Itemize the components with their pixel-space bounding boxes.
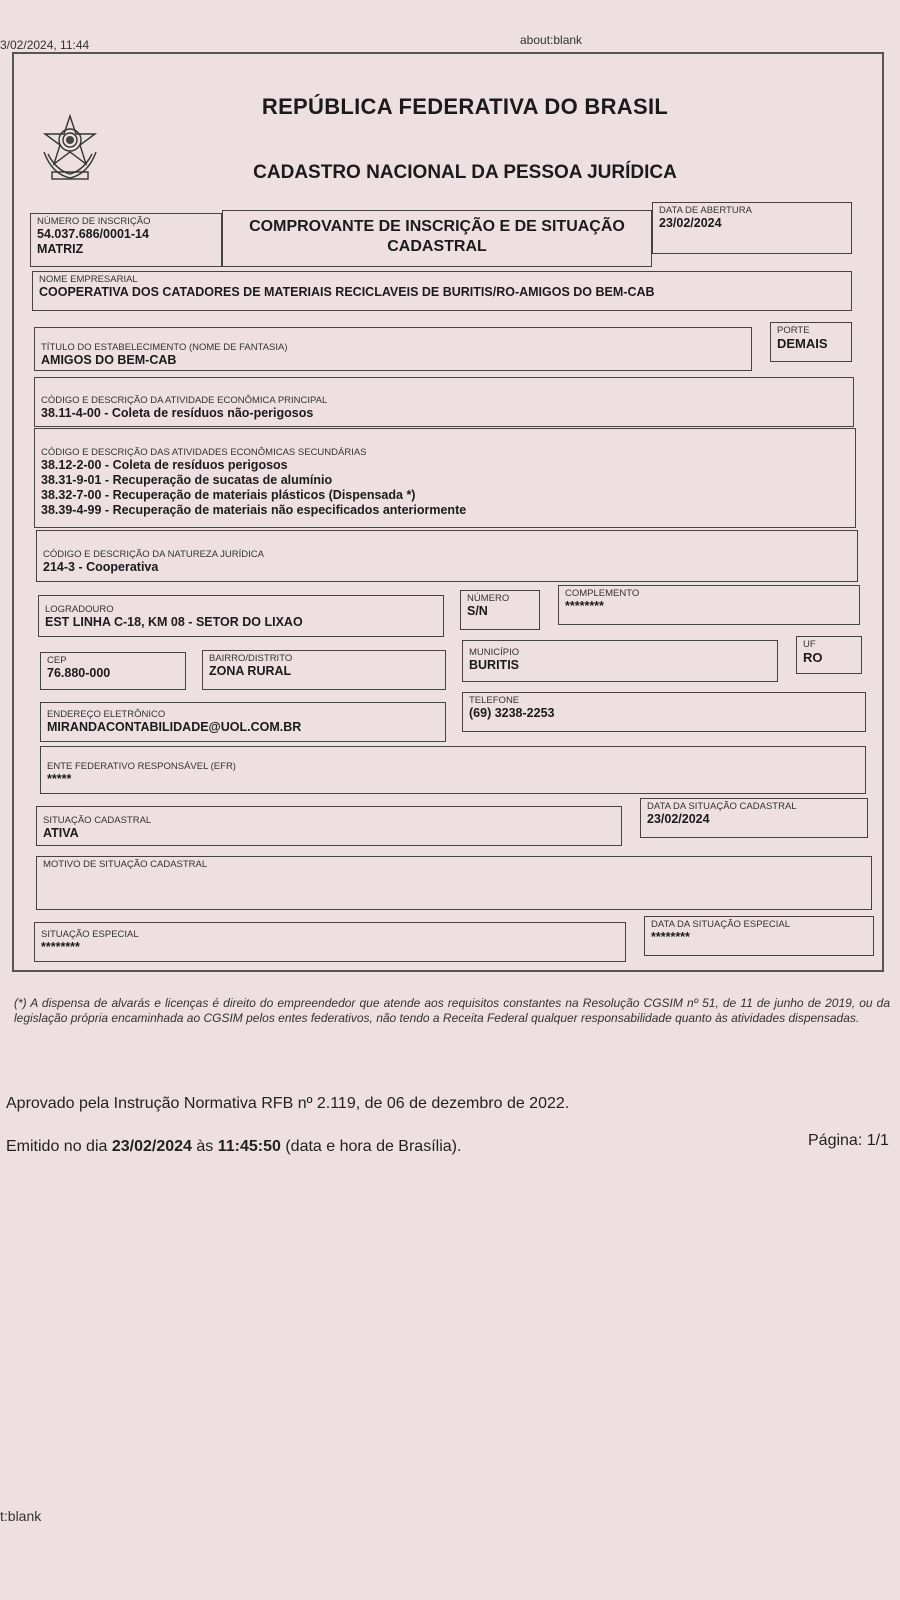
emission-text (6, 1138, 461, 1156)
situacao-cadastral-field (36, 806, 622, 846)
approval-text: Aprovado pela Instrução Normativa RFB nº 2.119, de 06 de dezembro de 2022. (6, 1095, 570, 1112)
situacao-cadastral-value: ATIVA (43, 826, 79, 840)
nome-empresarial-field (32, 271, 852, 311)
document-title: REPÚBLICA FEDERATIVA DO BRASIL (261, 94, 669, 119)
abertura-value: 23/02/2024 (659, 216, 722, 230)
natureza-juridica-field (36, 530, 858, 582)
atividade-principal-field (34, 377, 854, 427)
logradouro-value: EST LINHA C-18, KM 08 - SETOR DO LIXAO (45, 615, 303, 629)
atividade-secundaria-item: 38.32-7-00 - Recuperação de materiais plásticos (Dispensada *) (41, 488, 416, 502)
emission-prefix: Emitido no dia (6, 1138, 112, 1155)
bairro-field (202, 650, 446, 690)
motivo-situacao-field (36, 856, 872, 910)
municipio-label: MUNICÍPIO (469, 647, 520, 658)
email-value: MIRANDACONTABILIDADE@UOL.COM.BR (47, 720, 302, 734)
telefone-field (462, 692, 866, 732)
numero-field (460, 590, 540, 630)
nome-empresarial-label: NOME EMPRESARIAL (39, 274, 138, 285)
efr-value: ***** (47, 772, 72, 786)
uf-label: UF (803, 639, 816, 650)
atividade-secundaria-item: 38.12-2-00 - Coleta de resíduos perigosos (41, 458, 288, 472)
complemento-value: ******** (565, 599, 604, 613)
cep-label: CEP (47, 655, 67, 666)
print-url: about:blank (520, 33, 583, 47)
natureza-juridica-label: CÓDIGO E DESCRIÇÃO DA NATUREZA JURÍDICA (43, 549, 264, 560)
email-field (40, 702, 446, 742)
data-situacao-especial-field (644, 916, 874, 956)
footnote: (*) A dispensa de alvarás e licenças é direito do empreendedor que atende aos requisitos constantes na Resolução CGSIM nº 51, de 11 de junho de 2019, ou da legislação própria encaminhada ao CGSIM pelos entes federativos, não tendo a Receita Federal qualquer responsabilidade quanto às atividades dispensadas. (14, 996, 890, 1025)
porte-field (770, 322, 852, 362)
data-situacao-value: 23/02/2024 (647, 812, 710, 826)
motivo-situacao-label: MOTIVO DE SITUAÇÃO CADASTRAL (43, 859, 208, 870)
abertura-field (652, 202, 852, 254)
atividade-principal-value: 38.11-4-00 - Coleta de resíduos não-perigosos (41, 406, 314, 420)
efr-field (40, 746, 866, 794)
nome-empresarial-value: COOPERATIVA DOS CATADORES DE MATERIAIS RECICLAVEIS DE BURITIS/RO-AMIGOS DO BEM-CAB (39, 285, 655, 299)
inscricao-field (30, 213, 222, 267)
situacao-especial-field (34, 922, 626, 962)
telefone-label: TELEFONE (469, 695, 520, 706)
uf-field (796, 636, 862, 674)
porte-value: DEMAIS (777, 336, 828, 351)
fantasia-value: AMIGOS DO BEM-CAB (41, 353, 177, 367)
efr-label: ENTE FEDERATIVO RESPONSÁVEL (EFR) (47, 761, 236, 772)
municipio-value: BURITIS (469, 658, 519, 672)
abertura-label: DATA DE ABERTURA (659, 205, 752, 216)
emission-date: 23/02/2024 (111, 1138, 192, 1155)
porte-label: PORTE (777, 325, 810, 336)
atividade-secundaria-item: 38.39-4-99 - Recuperação de materiais não especificados anteriormente (41, 503, 467, 517)
footer-url: t:blank (0, 1508, 42, 1524)
natureza-juridica-value: 214-3 - Cooperativa (43, 560, 159, 574)
page-number: Página: 1/1 (808, 1132, 889, 1149)
data-situacao-especial-value: ******** (651, 930, 690, 944)
situacao-especial-label: SITUAÇÃO ESPECIAL (41, 929, 139, 940)
bairro-label: BAIRRO/DISTRITO (209, 653, 293, 664)
document-subtitle: CADASTRO NACIONAL DA PESSOA JURÍDICA (253, 162, 677, 183)
cep-field (40, 652, 186, 690)
inscricao-type: MATRIZ (37, 242, 84, 256)
fantasia-label: TÍTULO DO ESTABELECIMENTO (NOME DE FANTASIA) (41, 342, 288, 353)
data-situacao-especial-label: DATA DA SITUAÇÃO ESPECIAL (651, 919, 791, 930)
comprovante-title-line1: COMPROVANTE DE INSCRIÇÃO E DE SITUAÇÃO (249, 218, 625, 235)
comprovante-title-box (222, 210, 652, 267)
comprovante-title-line2: CADASTRAL (387, 238, 487, 255)
atividade-secundaria-item: 38.31-9-01 - Recuperação de sucatas de alumínio (41, 473, 333, 487)
numero-value: S/N (467, 604, 488, 618)
print-datetime: 3/02/2024, 11:44 (0, 38, 90, 52)
emission-suffix: (data e hora de Brasília). (280, 1138, 462, 1155)
fantasia-field (34, 327, 752, 371)
email-label: ENDEREÇO ELETRÔNICO (47, 709, 166, 720)
uf-value: RO (803, 650, 823, 665)
municipio-field (462, 640, 778, 682)
telefone-value: (69) 3238-2253 (469, 706, 555, 720)
logradouro-field (38, 595, 444, 637)
logradouro-label: LOGRADOURO (45, 604, 114, 615)
complemento-field (558, 585, 860, 625)
complemento-label: COMPLEMENTO (565, 588, 640, 599)
data-situacao-label: DATA DA SITUAÇÃO CADASTRAL (647, 801, 797, 812)
data-situacao-field (640, 798, 868, 838)
atividades-secundarias-label: CÓDIGO E DESCRIÇÃO DAS ATIVIDADES ECONÔMICAS SECUNDÁRIAS (41, 447, 367, 458)
inscricao-label: NÚMERO DE INSCRIÇÃO (37, 216, 151, 227)
atividade-principal-label: CÓDIGO E DESCRIÇÃO DA ATIVIDADE ECONÔMICA PRINCIPAL (41, 395, 328, 406)
emission-mid: às (191, 1138, 218, 1155)
situacao-especial-value: ******** (41, 940, 80, 954)
situacao-cadastral-label: SITUAÇÃO CADASTRAL (43, 815, 152, 826)
inscricao-number: 54.037.686/0001-14 (37, 227, 149, 241)
emission-time: 11:45:50 (217, 1138, 281, 1155)
bairro-value: ZONA RURAL (209, 664, 292, 678)
cep-value: 76.880-000 (47, 666, 111, 680)
numero-label: NÚMERO (467, 593, 510, 604)
atividades-secundarias-field (34, 428, 856, 528)
